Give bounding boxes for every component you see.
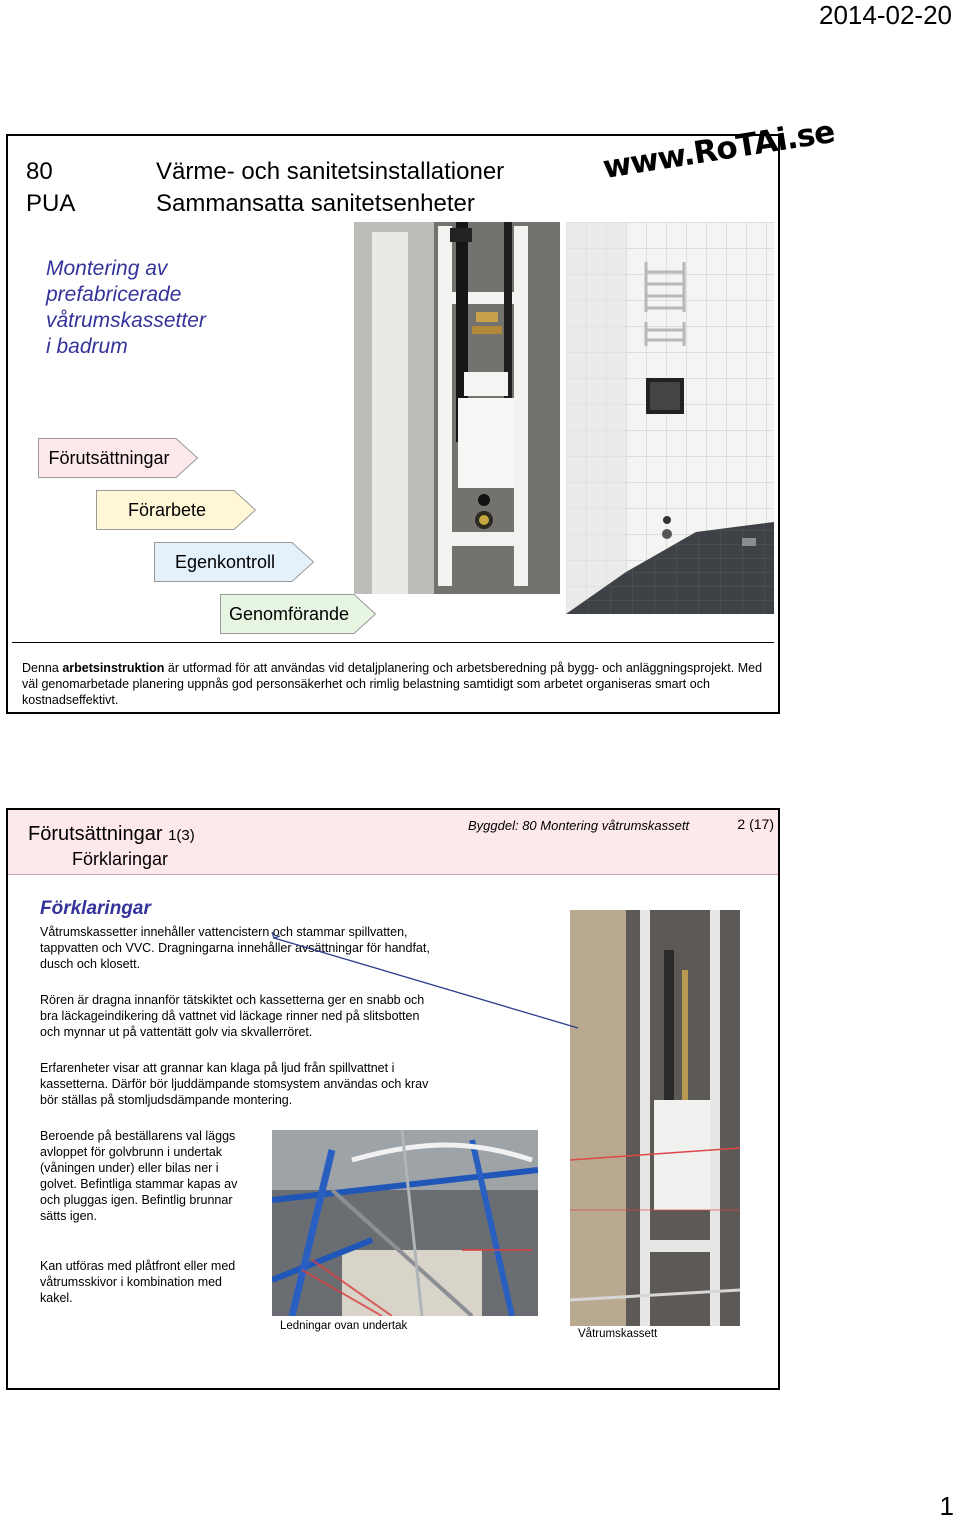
header-subtitle: Förklaringar — [72, 849, 169, 869]
step-label: Genomförande — [228, 604, 350, 624]
paragraph-leak-indication: Rören är dragna innanför tätskiktet och kassetterna ger en snabb och bra läckageindikering då vattnet vid läckage rinner ned på slitsbotten och mynnar ut på vattentätt golv via skvallerröret. — [40, 993, 425, 1039]
slide-intro-text — [22, 660, 772, 708]
intro-text-prefix: Denna — [22, 661, 63, 675]
annotation-arrow — [268, 930, 588, 1040]
tiled-bathroom-photo — [566, 222, 774, 614]
slide-title-line-1: Värme- och sanitetsinstallationer — [156, 158, 505, 185]
step-label: Förutsättningar — [48, 448, 170, 468]
step-label: Förarbete — [127, 500, 207, 520]
paragraph-drain: Beroende på beställarens val läggs avloppet för golvbrunn i undertak (våningen under) eller bilas ner i golvet. Befintliga stammar kapas av och pluggas igen. Befintlig brunnar sätts igen. — [40, 1129, 238, 1223]
slide-2 — [6, 808, 780, 1390]
step-label: Egenkontroll — [174, 552, 276, 572]
step-arrow-forutsattningar[interactable] — [38, 438, 198, 478]
cassette-image — [570, 910, 740, 1326]
ceiling-pipes-photo — [272, 1130, 538, 1316]
slide-page-number: 2 (17) — [737, 816, 774, 832]
byggdel-label: Byggdel: 80 Montering våtrumskassett — [468, 818, 690, 833]
rotai-logo[interactable]: www.RoTAi.se — [600, 113, 837, 186]
document-date: 2014-02-20 — [819, 0, 952, 30]
subtitle-line: i badrum — [46, 335, 128, 358]
cassette-photo — [570, 910, 740, 1326]
intro-text-rest: är utformad för att användas vid detaljplanering och arbetsberedning på bygg- och anläggningsprojekt. Med väl genomarbetade planering uppnås god personsäkerhet och rimlig belastning samtidigt som arbetet organiseras smart och kostnadseffektivt. — [22, 661, 763, 707]
caption-ceiling: Ledningar ovan undertak — [280, 1320, 408, 1332]
chapter-number — [26, 156, 75, 220]
slide-divider — [12, 642, 774, 643]
tiled-bathroom-image — [566, 222, 774, 614]
paragraph-contents: Våtrumskassetter innehåller vattencistern och stammar spillvatten, tappvatten och VVC. Dragningarna innehåller avsättningar för handfat, dusch och klosett. — [40, 925, 430, 971]
paragraph-front: Kan utföras med plåtfront eller med våtrumsskivor i kombination med kakel. — [40, 1259, 236, 1305]
subtitle-line: våtrumskassetter — [46, 309, 206, 332]
cassette-frame-photo — [354, 222, 560, 594]
step-arrow-forarbete[interactable] — [96, 490, 256, 530]
slide-title-line-2: Sammansatta sanitetsenheter — [156, 190, 475, 217]
chapter-number-line-1: 80 — [26, 158, 53, 185]
step-arrow-egenkontroll[interactable] — [154, 542, 314, 582]
caption-cassette: Våtrumskassett — [578, 1328, 658, 1340]
paragraph-noise: Erfarenheter visar att grannar kan klaga på ljud från spillvattnet i kassetterna. Därför bör ljuddämpande stomsystem användas och krav bör ställas på stomljudsdämpande montering. — [40, 1061, 429, 1107]
slide-subtitle — [46, 256, 206, 360]
ceiling-pipes-image — [272, 1130, 538, 1316]
header-title-text: Förutsättningar — [28, 823, 163, 845]
intro-text-bold: arbetsinstruktion — [62, 661, 165, 675]
header-title-suffix: 1(3) — [168, 827, 195, 844]
chapter-number-line-2: PUA — [26, 190, 76, 217]
slide-title — [156, 156, 504, 220]
cassette-frame-image — [354, 222, 560, 594]
page-number: 1 — [939, 1491, 954, 1521]
subtitle-line: prefabricerade — [46, 283, 182, 306]
section-title: Förklaringar — [40, 898, 151, 919]
subtitle-line: Montering av — [46, 257, 168, 280]
slide-header — [8, 810, 778, 875]
step-arrow-genomforande[interactable] — [220, 594, 376, 634]
slide-1 — [6, 113, 837, 714]
header-title — [28, 822, 195, 848]
